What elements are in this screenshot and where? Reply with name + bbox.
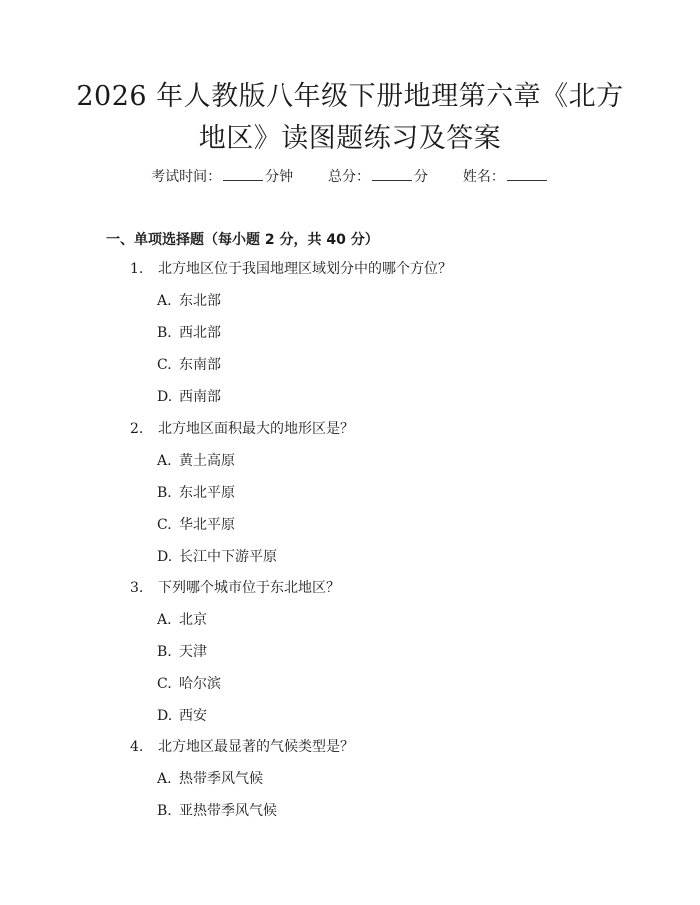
question-number: 3.	[130, 580, 144, 596]
question-2-option-a	[157, 450, 235, 472]
question-text: 北方地区最显著的气候类型是？	[158, 739, 354, 755]
option-letter: B.	[157, 644, 172, 660]
question-1-option-d	[157, 386, 221, 408]
section-heading: 一、单项选择题（每小题 2 分，共 40 分）	[106, 232, 379, 248]
option-letter: A.	[157, 293, 172, 309]
question-text: 北方地区位于我国地理区域划分中的哪个方位？	[158, 261, 452, 277]
question-3-option-c	[157, 673, 221, 695]
option-text: 北京	[179, 612, 207, 628]
option-letter: C.	[157, 676, 172, 692]
question-3-option-b	[157, 641, 207, 663]
question-2-option-d	[157, 546, 277, 568]
question-2	[130, 418, 354, 440]
title-line-1: 2026 年人教版八年级下册地理第六章《北方	[76, 81, 624, 112]
question-2-option-c	[157, 514, 235, 536]
document-title	[0, 76, 700, 160]
question-1	[130, 258, 452, 280]
option-letter: D.	[157, 708, 173, 724]
question-number: 1.	[130, 261, 144, 277]
option-text: 东北部	[179, 293, 221, 309]
option-letter: B.	[157, 325, 172, 341]
question-1-option-b	[157, 322, 221, 344]
question-4-option-a	[157, 768, 263, 790]
option-text: 长江中下游平原	[179, 549, 277, 565]
option-text: 亚热带季风气候	[179, 803, 277, 819]
question-3-option-a	[157, 609, 207, 631]
question-number: 2.	[130, 421, 144, 437]
question-4	[130, 736, 354, 758]
option-text: 华北平原	[179, 517, 235, 533]
option-letter: A.	[157, 453, 172, 469]
option-text: 哈尔滨	[179, 676, 221, 692]
option-letter: B.	[157, 485, 172, 501]
exam-meta-line	[0, 166, 700, 188]
title-line-2: 地区》读图题练习及答案	[198, 123, 502, 154]
option-text: 天津	[179, 644, 207, 660]
total-score-unit: 分	[414, 169, 428, 185]
exam-time-unit: 分钟	[265, 169, 294, 185]
student-name-blank	[507, 166, 547, 181]
question-number: 4.	[130, 739, 144, 755]
exam-time-label: 考试时间：	[151, 169, 222, 185]
option-text: 西安	[179, 708, 207, 724]
question-text: 北方地区面积最大的地形区是？	[158, 421, 354, 437]
option-text: 东北平原	[179, 485, 235, 501]
option-text: 黄土高原	[179, 453, 235, 469]
option-text: 西南部	[179, 389, 221, 405]
option-letter: D.	[157, 549, 173, 565]
option-text: 热带季风气候	[179, 771, 263, 787]
question-3-option-d	[157, 705, 207, 727]
option-letter: C.	[157, 357, 172, 373]
exam-time-blank	[223, 166, 263, 181]
question-1-option-c	[157, 354, 221, 376]
option-text: 西北部	[179, 325, 221, 341]
question-text: 下列哪个城市位于东北地区？	[158, 580, 340, 596]
total-score-label: 总分：	[328, 169, 370, 185]
question-2-option-b	[157, 482, 235, 504]
option-text: 东南部	[179, 357, 221, 373]
total-score-blank	[372, 166, 412, 181]
option-letter: B.	[157, 803, 172, 819]
question-4-option-b	[157, 800, 277, 822]
student-name-label: 姓名：	[462, 169, 505, 185]
option-letter: A.	[157, 771, 172, 787]
question-3	[130, 577, 340, 599]
question-1-option-a	[157, 290, 221, 312]
option-letter: C.	[157, 517, 172, 533]
option-letter: D.	[157, 389, 173, 405]
option-letter: A.	[157, 612, 172, 628]
